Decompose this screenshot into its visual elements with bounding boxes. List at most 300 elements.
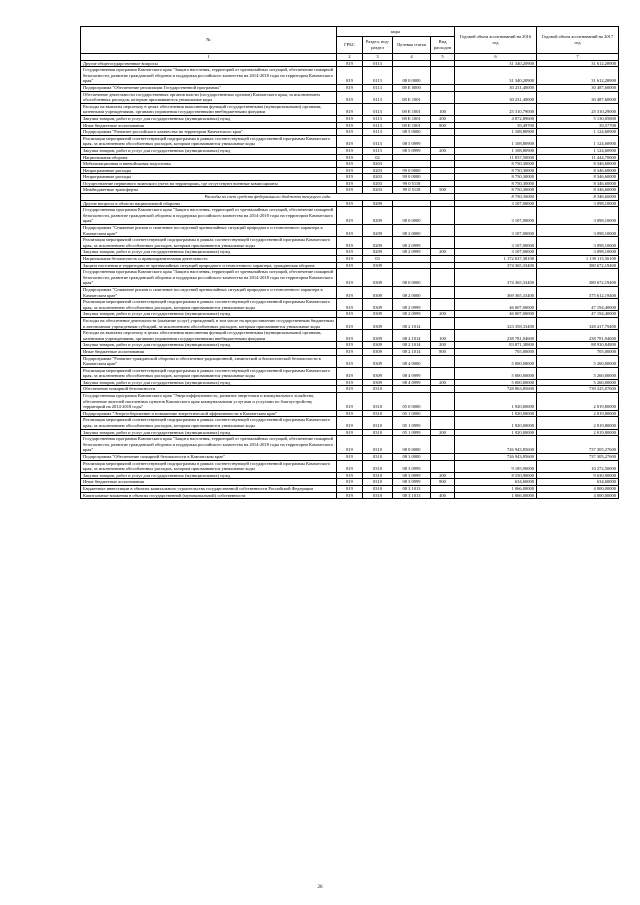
table-cell-grbs: 819 (337, 200, 363, 207)
table-row (81, 237, 619, 249)
table-cell-name: Государственная программа Камчатского края "Защита населения, территорий от чрезвычайных ситуаций, обеспечение пожарной безопасности, развитие гражданской обороны и поддержка российского казачества на 2014-2018 годы на территории Камчатского края" (81, 269, 337, 287)
table-cell-expense-type (431, 286, 455, 298)
table-cell-volume-2016: 1 066,00000 (455, 485, 537, 492)
header-num: № (81, 27, 337, 54)
table-cell-volume-2016: 1 920,00000 (455, 393, 537, 411)
table-cell-name: Расходы на обеспечение деятельности (оказание услуг) учреждений, в том числе на предоставление государственным бюджетным и автономным учреждениям субсидий, за исключением обособленных расходов, которым присваиваются уникальные коды (81, 317, 337, 329)
header-volume-2017: Годовой объем ассигнований на 2017 год (537, 27, 619, 54)
table-cell-name: Непрограммные расходы (81, 174, 337, 181)
table-row (81, 317, 619, 329)
table-cell-volume-2016: 1 108,80900 (455, 129, 537, 136)
table-cell-volume-2016: 634,60000 (455, 479, 537, 486)
table-cell-name: Закупка товаров, работ и услуг для государственных (муниципальных) нужд (81, 249, 337, 256)
table-cell-razdel: 0309 (363, 299, 393, 311)
table-row (81, 91, 619, 103)
table-cell-volume-2016: 1 920,00000 (455, 417, 537, 429)
table-cell-razdel: 0203 (363, 167, 393, 174)
table-cell-expense-type: 800 (431, 122, 455, 129)
table-cell-expense-type (431, 367, 455, 379)
table-cell-name: Иные бюджетные ассигнования (81, 479, 337, 486)
table-cell-volume-2016: 369 365,33400 (455, 286, 537, 298)
table-cell-expense-type: 200 (431, 311, 455, 318)
table-cell-volume-2016: 374 365,33400 (455, 262, 537, 269)
table-cell-target-article: 05 1 0999 (393, 429, 431, 436)
table-cell-razdel: 0113 (363, 84, 393, 91)
table-cell-volume-2016: 1 920,00000 (455, 410, 537, 417)
table-cell-volume-2016: 31 340,20900 (455, 67, 537, 85)
column-index: 6 (455, 54, 537, 61)
table-cell-target-article: 08 0 0000 (393, 269, 431, 287)
table-cell-grbs: 819 (337, 207, 363, 225)
table-cell-target-article: 08 2 0000 (393, 225, 431, 237)
table-cell-name: Реализация мероприятий соответствующей подпрограммы в рамках соответствующей государственной программы Камчатского края, за исключением обособленных расходов, которым присваиваются уникальные коды (81, 460, 337, 472)
header-razdel: Раздел, под-раздел (363, 37, 393, 54)
table-cell-volume-2017: 5 260,00000 (537, 355, 619, 367)
table-cell-volume-2017: 47 194,40000 (537, 299, 619, 311)
table-cell-target-article: 08 2 0999 (393, 311, 431, 318)
table-cell-name: Государственная программа Камчатского края "Защита населения, территорий от чрезвычайных ситуаций, обеспечение пожарной безопасности, развитие гражданской обороны и поддержка российского казачества на 2014-2018 годы на территории Камчатского края" (81, 67, 337, 85)
header-codes-group: коды (337, 27, 455, 37)
table-cell-volume-2016: 1 172 637,38100 (455, 256, 537, 263)
column-index-row (81, 54, 619, 61)
table-cell-grbs: 819 (337, 60, 363, 67)
table-cell-expense-type (431, 225, 455, 237)
table-row (81, 256, 619, 263)
table-row (81, 269, 619, 287)
table-cell-expense-type (431, 454, 455, 461)
column-index: 2 (337, 54, 363, 61)
table-cell-expense-type (431, 207, 455, 225)
table-cell-volume-2017: 3 098,10000 (537, 207, 619, 225)
table-cell-expense-type: 200 (431, 429, 455, 436)
table-cell-grbs: 819 (337, 348, 363, 355)
table-cell-volume-2017: 88 930,84800 (537, 342, 619, 349)
page-number: 26 (317, 885, 323, 890)
table-cell-target-article: 05 0 0000 (393, 393, 431, 411)
table-cell-expense-type (431, 262, 455, 269)
table-cell-target-article (393, 60, 431, 67)
table-cell-expense-type: 800 (431, 479, 455, 486)
table-cell-grbs: 819 (337, 180, 363, 187)
table-cell-expense-type (431, 91, 455, 103)
table-row (81, 460, 619, 472)
table-cell-name: Закупка товаров, работ и услуг для государственных (муниципальных) нужд (81, 115, 337, 122)
table-cell-name: Обеспечение пожарной безопасности (81, 386, 337, 393)
table-cell-volume-2017: 30 487,60000 (537, 91, 619, 103)
table-row (81, 379, 619, 386)
table-cell-volume-2017: 380 672,19400 (537, 269, 619, 287)
table-cell-volume-2016: 25 310,79000 (455, 103, 537, 115)
table-cell-razdel: 0203 (363, 174, 393, 181)
table-cell-volume-2016: 3 107,00000 (455, 237, 537, 249)
table-cell-expense-type (431, 154, 455, 161)
table-cell-volume-2017: 2 019,80000 (537, 429, 619, 436)
table-cell-volume-2016: 705,00000 (455, 348, 537, 355)
table-cell-grbs: 819 (337, 436, 363, 454)
table-row (81, 367, 619, 379)
table-row (81, 286, 619, 298)
table-row (81, 417, 619, 429)
table-cell-expense-type (431, 167, 455, 174)
table-cell-expense-type (431, 180, 455, 187)
table-cell-volume-2017: 737 305,27600 (537, 454, 619, 461)
table-cell-name: Подпрограмма "Снижение рисков и смягчение последствий чрезвычайных ситуаций природного и техногенного характера в Камчатском крае" (81, 225, 337, 237)
table-cell-razdel: 0113 (363, 129, 393, 136)
table-cell-volume-2017: 1 124,60900 (537, 135, 619, 147)
table-row (81, 115, 619, 122)
table-cell-name: Закупка товаров, работ и услуг для государственных (муниципальных) нужд (81, 342, 337, 349)
table-cell-expense-type (431, 410, 455, 417)
table-cell-expense-type (431, 67, 455, 85)
table-cell-target-article: 08 Е 1001 (393, 91, 431, 103)
table-cell-expense-type (431, 84, 455, 91)
table-cell-target-article (393, 262, 431, 269)
table-cell-razdel: 0209 (363, 237, 393, 249)
table-cell-razdel: 0309 (363, 269, 393, 287)
table-row (81, 386, 619, 393)
table-cell-volume-2017: 4 000,00000 (537, 485, 619, 492)
table-cell-target-article: 08 3 0999 (393, 460, 431, 472)
table-row (81, 180, 619, 187)
table-cell-razdel: 0310 (363, 410, 393, 417)
table-cell-grbs: 819 (337, 386, 363, 393)
table-cell-expense-type (431, 386, 455, 393)
table-cell-expense-type (431, 317, 455, 329)
table-cell-razdel: 0310 (363, 492, 393, 499)
table-cell-target-article: 08 4 0000 (393, 355, 431, 367)
table-cell-target-article: 08 3 1013 (393, 485, 431, 492)
table-cell-grbs: 819 (337, 147, 363, 154)
table-cell-volume-2016: 726 943,85600 (455, 454, 537, 461)
table-cell-target-article: 05 1 0999 (393, 417, 431, 429)
header-grbs: ГРБС (337, 37, 363, 54)
table-cell-razdel: 0309 (363, 286, 393, 298)
table-cell-volume-2017: 328 417,79400 (537, 317, 619, 329)
table-cell-volume-2016: 1 108,80900 (455, 147, 537, 154)
table-cell-razdel: 0310 (363, 485, 393, 492)
table-cell-volume-2017: 39,57700 (537, 122, 619, 129)
table-cell-volume-2017: 3 098,10000 (537, 200, 619, 207)
table-cell-volume-2016: 8 550,90000 (455, 472, 537, 479)
header-target-article: Целевая статья (393, 37, 431, 54)
table-cell-name: Государственная программа Камчатского края "Защита населения, территорий от чрезвычайных ситуаций, обеспечение пожарной безопасности, развитие гражданской обороны и поддержка российского казачества на 2014-2018 годы на территории Камчатского края" (81, 436, 337, 454)
table-cell-expense-type (431, 256, 455, 263)
table-cell-grbs: 819 (337, 485, 363, 492)
table-cell-expense-type (431, 129, 455, 136)
table-cell-name: Иные бюджетные ассигнования (81, 348, 337, 355)
table-cell-name: Государственная программа Камчатского края "Защита населения, территорий от чрезвычайных ситуаций, обеспечение пожарной безопасности, развитие гражданской обороны и поддержка российского казачества на 2014-2018 годы на территории Камчатского края" (81, 207, 337, 225)
table-cell-name: Государственная программа Камчатского края "Энергоэффективность, развитие энергетики и коммунального хозяйства, обеспечение жителей населенных пунктов Камчатского края коммунальными услугами и услугами по благоустройству территорий на 2014-2018 годы" (81, 393, 337, 411)
table-cell-expense-type (431, 60, 455, 67)
table-cell-name: Подпрограмма "Развитие гражданской обороны и обеспечение радиационной, химической и биологической безопасности в Камчатском крае" (81, 355, 337, 367)
table-row (81, 299, 619, 311)
table-cell-grbs: 819 (337, 492, 363, 499)
table-cell-target-article: 08 4 0999 (393, 379, 431, 386)
table-cell-volume-2017: 1 139 115,56100 (537, 256, 619, 263)
table-cell-grbs: 819 (337, 286, 363, 298)
table-cell-target-article: 08 2 0999 (393, 299, 431, 311)
table-cell-name: Реализация мероприятий соответствующей подпрограммы в рамках соответствующей государственной программы Камчатского края, за исключением обособленных расходов, которым присваиваются уникальные коды (81, 299, 337, 311)
column-index: 7 (537, 54, 619, 61)
table-cell-name: Расходы на выплаты персоналу в целях обеспечения выполнения функций государственными (муниципальными) органами, казенными учреждениями, органами управления государственными внебюджетными фондами (81, 103, 337, 115)
table-cell-expense-type (431, 174, 455, 181)
table-cell-grbs: 819 (337, 330, 363, 342)
table-cell-expense-type (431, 237, 455, 249)
table-row (81, 355, 619, 367)
table-cell-volume-2017: 2 019,80000 (537, 410, 619, 417)
table-cell-volume-2017: 11 444,70000 (537, 154, 619, 161)
table-cell-grbs: 819 (337, 342, 363, 349)
table-cell-target-article: 08 Е 1001 (393, 122, 431, 129)
table-cell-grbs: 819 (337, 129, 363, 136)
table-row (81, 342, 619, 349)
table-cell-target-article (393, 154, 431, 161)
table-cell-expense-type (431, 269, 455, 287)
table-cell-name: Подпрограмма "Обеспечение пожарной безопасности в Камчатском крае" (81, 454, 337, 461)
table-cell-grbs: 819 (337, 454, 363, 461)
table-cell-name: Закупка товаров, работ и услуг для государственных (муниципальных) нужд (81, 311, 337, 318)
table-cell-name: Непрограммные расходы (81, 167, 337, 174)
table-cell-razdel: 0209 (363, 225, 393, 237)
table-cell-expense-type (431, 417, 455, 429)
table-cell-expense-type: 100 (431, 103, 455, 115)
table-cell-razdel: 0113 (363, 67, 393, 85)
table-cell-volume-2017: 739 325,07600 (537, 386, 619, 393)
table-cell-razdel: 0309 (363, 367, 393, 379)
table-row (81, 60, 619, 67)
table-cell-grbs: 819 (337, 115, 363, 122)
table-cell-grbs: 819 (337, 479, 363, 486)
table-cell-name: Подпрограмма "Энергосбережение и повышение энергетической эффективности в Камчатском крае" (81, 410, 337, 417)
table-cell-volume-2016: 1 066,00000 (455, 492, 537, 499)
table-cell-name: Капитальные вложения в объекты государственной (муниципальной) собственности (81, 492, 337, 499)
table-cell-grbs: 819 (337, 67, 363, 85)
table-row (81, 161, 619, 168)
table-cell-volume-2016: 8 750,30000 (455, 194, 537, 201)
table-cell-target-article: 08 2 0000 (393, 286, 431, 298)
table-cell-razdel: 0309 (363, 311, 393, 318)
table-cell-grbs: 819 (337, 174, 363, 181)
column-index: 4 (393, 54, 431, 61)
table-row (81, 225, 619, 237)
table-cell-razdel: 0310 (363, 417, 393, 429)
table-cell-volume-2017: 2 019,80000 (537, 417, 619, 429)
table-cell-volume-2016: 3 107,00000 (455, 225, 537, 237)
table-cell-name: Расходы на выплаты персоналу в целях обеспечения выполнения функций государственными (муниципальными) органами, казенными учреждениями, органами управления государственными внебюджетными фондами (81, 330, 337, 342)
table-cell-target-article: 08 2 1014 (393, 348, 431, 355)
table-cell-target-article: 08 4 0999 (393, 367, 431, 379)
table-cell-target-article: 08 2 1014 (393, 342, 431, 349)
table-cell-volume-2016: 30 231,40000 (455, 91, 537, 103)
table-cell-name: Реализация мероприятий соответствующей подпрограммы в рамках соответствующей государственной программы Камчатского края, за исключением обособленных расходов, которым присваиваются уникальные коды (81, 367, 337, 379)
table-row (81, 330, 619, 342)
table-row (81, 84, 619, 91)
table-cell-volume-2017: 31 612,28900 (537, 60, 619, 67)
table-cell-expense-type: 100 (431, 330, 455, 342)
table-cell-expense-type: 200 (431, 147, 455, 154)
table-cell-name: Реализация мероприятий соответствующей подпрограммы в рамках соответствующей государственной программы Камчатского края, за исключением обособленных расходов, которым присваиваются уникальные коды (81, 237, 337, 249)
table-cell-volume-2016: 8 750,30000 (455, 180, 537, 187)
table-cell-volume-2016: 5 000,00000 (455, 379, 537, 386)
table-cell-expense-type: 200 (431, 472, 455, 479)
table-cell-volume-2017: 5 260,00000 (537, 379, 619, 386)
table-cell-grbs: 819 (337, 135, 363, 147)
table-cell-razdel: 0203 (363, 161, 393, 168)
table-cell-grbs: 819 (337, 103, 363, 115)
table-cell-expense-type: 200 (431, 249, 455, 256)
table-cell-volume-2017: 8 346,60000 (537, 167, 619, 174)
table-cell-expense-type (431, 393, 455, 411)
table-cell-volume-2016: 4 872,89600 (455, 115, 537, 122)
table-row (81, 479, 619, 486)
table-row (81, 187, 619, 194)
table-cell-name: Иные бюджетные ассигнования (81, 122, 337, 129)
table-cell-target-article (393, 256, 431, 263)
table-row (81, 194, 619, 201)
table-cell-target-article (393, 386, 431, 393)
table-cell-razdel: 0203 (363, 180, 393, 187)
table-cell-volume-2016: 31 340,20900 (455, 60, 537, 67)
table-cell-target-article: 08 2 1014 (393, 330, 431, 342)
table-cell-volume-2016: 46 007,00000 (455, 299, 537, 311)
table-cell-volume-2016: 1 108,80900 (455, 135, 537, 147)
table-cell-razdel: 0309 (363, 330, 393, 342)
table-cell-volume-2016: 726 943,85600 (455, 436, 537, 454)
table-row (81, 393, 619, 411)
table-cell-volume-2016: 11 837,50000 (455, 154, 537, 161)
table-cell-razdel: 0209 (363, 207, 393, 225)
table-cell-razdel: 0309 (363, 342, 393, 349)
table-cell-volume-2017: 1 124,60900 (537, 147, 619, 154)
table-cell-grbs: 819 (337, 311, 363, 318)
table-cell-expense-type: 200 (431, 379, 455, 386)
table-cell-razdel: 0310 (363, 429, 393, 436)
table-cell-razdel: 0310 (363, 460, 393, 472)
table-cell-target-article: 99 0 0000 (393, 174, 431, 181)
table-cell-volume-2017: 31 612,28900 (537, 67, 619, 85)
table-cell-volume-2017: 8 346,60000 (537, 187, 619, 194)
table-cell-volume-2016: 3 107,00000 (455, 200, 537, 207)
table-row (81, 200, 619, 207)
table-cell-grbs: 819 (337, 317, 363, 329)
table-cell-grbs: 819 (337, 249, 363, 256)
table-cell-name: Национальная безопасность и правоохранительная деятельность (81, 256, 337, 263)
table-cell-volume-2017: 238 781,94600 (537, 330, 619, 342)
table-cell-grbs: 819 (337, 410, 363, 417)
table-cell-target-article: 08 Е 0000 (393, 84, 431, 91)
table-cell-name: Межбюджетные трансферты (81, 187, 337, 194)
table-cell-volume-2016: 39,49700 (455, 122, 537, 129)
table-cell-volume-2017: 375 612,19400 (537, 286, 619, 298)
table-row (81, 472, 619, 479)
table-cell-volume-2016: 8 750,30000 (455, 187, 537, 194)
table-row (81, 174, 619, 181)
table-cell-name: Другие общегосударственные вопросы (81, 60, 337, 67)
table-cell-expense-type (431, 460, 455, 472)
table-cell-volume-2016: 83 871,38800 (455, 342, 537, 349)
table-cell-razdel: 0113 (363, 91, 393, 103)
table-cell-name: Расходы за счет средств федерального бюджета текущего года (81, 194, 455, 201)
table-cell-expense-type (431, 161, 455, 168)
table-cell-volume-2016: 8 750,30000 (455, 161, 537, 168)
table-cell-razdel: 0113 (363, 122, 393, 129)
table-cell-name: Закупка товаров, работ и услуг для государственных (муниципальных) нужд (81, 379, 337, 386)
table-row (81, 154, 619, 161)
table-row (81, 436, 619, 454)
table-cell-razdel: 0309 (363, 379, 393, 386)
table-cell-volume-2017: 705,00000 (537, 348, 619, 355)
table-cell-target-article: 99 0 0000 (393, 167, 431, 174)
table-cell-name: Закупка товаров, работ и услуг для государственных (муниципальных) нужд (81, 147, 337, 154)
table-cell-expense-type (431, 436, 455, 454)
table-cell-volume-2016: 3 107,00000 (455, 249, 537, 256)
table-cell-target-article: 08 3 0000 (393, 454, 431, 461)
table-row (81, 311, 619, 318)
table-cell-volume-2017: 380 672,19400 (537, 262, 619, 269)
table-cell-razdel: 0113 (363, 115, 393, 122)
table-cell-expense-type (431, 485, 455, 492)
table-cell-grbs: 819 (337, 256, 363, 263)
table-row (81, 429, 619, 436)
table-cell-grbs: 819 (337, 417, 363, 429)
table-cell-razdel: 0309 (363, 355, 393, 367)
column-index: 3 (363, 54, 393, 61)
table-cell-volume-2016: 46 007,00000 (455, 311, 537, 318)
table-cell-razdel: 0113 (363, 60, 393, 67)
table-cell-expense-type: 500 (431, 187, 455, 194)
table-row (81, 262, 619, 269)
table-cell-razdel: 0310 (363, 386, 393, 393)
table-cell-target-article (393, 161, 431, 168)
table-cell-volume-2017: 8 346,60000 (537, 194, 619, 201)
table-cell-expense-type (431, 135, 455, 147)
table-cell-target-article: 99 0 5118 (393, 180, 431, 187)
table-cell-expense-type: 400 (431, 492, 455, 499)
table-cell-volume-2017: 5 130,05800 (537, 115, 619, 122)
table-cell-name: Закупка товаров, работ и услуг для государственных (муниципальных) нужд (81, 429, 337, 436)
table-cell-volume-2016: 323 358,33400 (455, 317, 537, 329)
table-cell-target-article: 08 5 0000 (393, 129, 431, 136)
table-cell-expense-type: 200 (431, 342, 455, 349)
header-volume-2016: Годовой объем ассигнований на 2016 год (455, 27, 537, 54)
table-cell-grbs: 819 (337, 262, 363, 269)
table-cell-razdel: 0309 (363, 262, 393, 269)
table-cell-razdel: 0113 (363, 147, 393, 154)
table-cell-expense-type: 800 (431, 348, 455, 355)
table-cell-grbs: 819 (337, 379, 363, 386)
table-cell-name: Защита населения и территории от чрезвычайных ситуаций природного и техногенного характера, гражданская оборона (81, 262, 337, 269)
table-cell-target-article: 08 2 0999 (393, 237, 431, 249)
table-cell-name: Подпрограмма "Снижение рисков и смягчение последствий чрезвычайных ситуаций природного и техногенного характера в Камчатском крае" (81, 286, 337, 298)
table-cell-target-article: 08 3 0999 (393, 479, 431, 486)
table-cell-volume-2016: 9 185,90000 (455, 460, 537, 472)
table-cell-target-article: 05 1 0000 (393, 410, 431, 417)
table-cell-razdel: 0310 (363, 454, 393, 461)
table-cell-volume-2016: 8 750,30000 (455, 167, 537, 174)
table-cell-name: Национальная оборона (81, 154, 337, 161)
table-cell-name: Другие вопросы в области национальной обороны (81, 200, 337, 207)
table-cell-grbs: 819 (337, 299, 363, 311)
table-cell-target-article: 08 5 0999 (393, 135, 431, 147)
budget-table-sheet (80, 26, 618, 499)
table-cell-name: Мобилизационная и вневойсковая подготовка (81, 161, 337, 168)
table-row (81, 103, 619, 115)
table-row (81, 147, 619, 154)
table-cell-grbs: 819 (337, 460, 363, 472)
table-cell-grbs: 819 (337, 225, 363, 237)
table-cell-volume-2017: 8 346,60000 (537, 180, 619, 187)
table-cell-volume-2017: 3 098,10000 (537, 225, 619, 237)
